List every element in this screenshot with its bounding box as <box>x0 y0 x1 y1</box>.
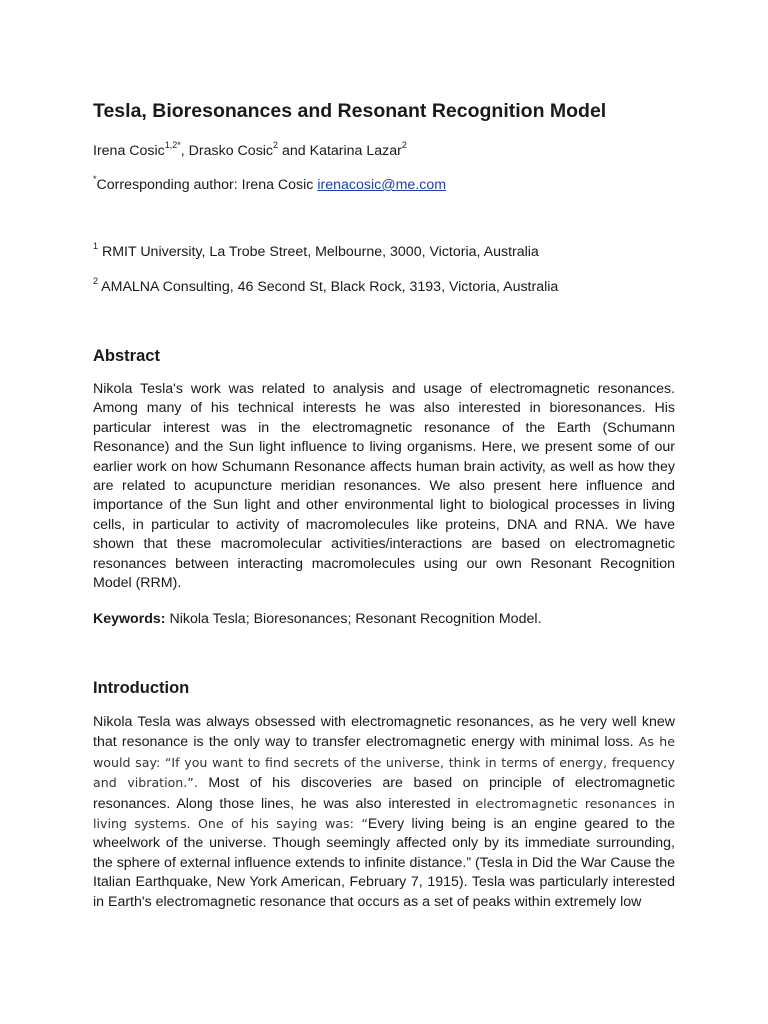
author-name: Drasko Cosic <box>188 143 274 159</box>
corresponding-mark: * <box>93 174 97 184</box>
email-link[interactable]: irenacosic@me.com <box>317 177 447 193</box>
abstract-text: Nikola Tesla's work was related to analysis and usage of electromagnetic resonances. Among many of his technical interests he was also interested in bioresonances. His particular interest was in the electromagnetic resonance of the Earth (Schumann Resonance) and the Sun light influence to living organisms. Here, we present some of our earlier work on how Schumann Resonance affects human brain activity, as well as how they are related to acupuncture meridian resonances. We also present here influence and importance of the Sun light and other environmental light to biological processes in living cells, in particular to activity of macromolecules like proteins, DNA and RNA. We have shown that these macromolecular activities/interactions are based on electromagnetic resonances between interacting macromolecules using our own Resonant Recognition Model (RRM). <box>93 381 675 592</box>
affiliation-1 <box>93 241 539 260</box>
intro-text-part: Most of his discoveries are based on principle of electromagnetic resonances. Along those lines, he was also interested in <box>93 775 675 812</box>
intro-text-part: Nikola Tesla was always obsessed with electromagnetic resonances, as he very well knew that resonance is the only way to transfer electromagnetic energy with minimal loss. <box>93 714 675 751</box>
intro-quote-part: electromagnetic resonances in living systems. One of his saying was: “ <box>93 795 676 832</box>
affiliation-text: RMIT University, La Trobe Street, Melbourne, 3000, Victoria, Australia <box>98 244 539 260</box>
affiliation-number: 1 <box>93 241 99 251</box>
author-affiliation-mark: 2 <box>273 140 279 150</box>
keywords-text: Nikola Tesla; Bioresonances; Resonant Recognition Model. <box>165 611 542 627</box>
author-separator: , <box>180 143 189 159</box>
keywords <box>93 610 675 629</box>
abstract-heading: Abstract <box>93 347 160 365</box>
author-separator: and <box>278 143 310 159</box>
keywords-label: Keywords: <box>93 611 166 627</box>
affiliation-2 <box>93 276 559 295</box>
corresponding-text: Corresponding author: Irena Cosic <box>96 177 318 193</box>
paper-title: Tesla, Bioresonances and Resonant Recognition Model <box>93 100 607 122</box>
author-affiliation-mark: 1,2* <box>164 140 181 150</box>
intro-quote-part: As he would say: “If you want to find secrets of the universe, think in terms of energy, frequency and vibration.”. <box>93 734 675 791</box>
author-affiliation-mark: 2 <box>401 140 407 150</box>
author-name: Irena Cosic <box>93 143 165 159</box>
introduction-heading: Introduction <box>93 679 190 697</box>
author-name: Katarina Lazar <box>309 143 402 159</box>
intro-text-part: Every living being is an engine geared to the wheelwork of the universe. Though seemingly affected only by its immediate surrounding, the sphere of external influence extends to infinite distance.” (Tesla in Did the War Cause the Italian Earthquake, New York American, February 7, 1915). Tesla was particularly interested in Earth's electromagnetic resonance that occurs as a set of peaks within extremely low <box>93 816 675 910</box>
introduction-text <box>93 713 675 912</box>
affiliation-text: AMALNA Consulting, 46 Second St, Black Rock, 3193, Victoria, Australia <box>98 279 559 295</box>
author-line <box>93 140 407 159</box>
affiliation-number: 2 <box>93 276 99 286</box>
corresponding-author <box>93 174 447 193</box>
